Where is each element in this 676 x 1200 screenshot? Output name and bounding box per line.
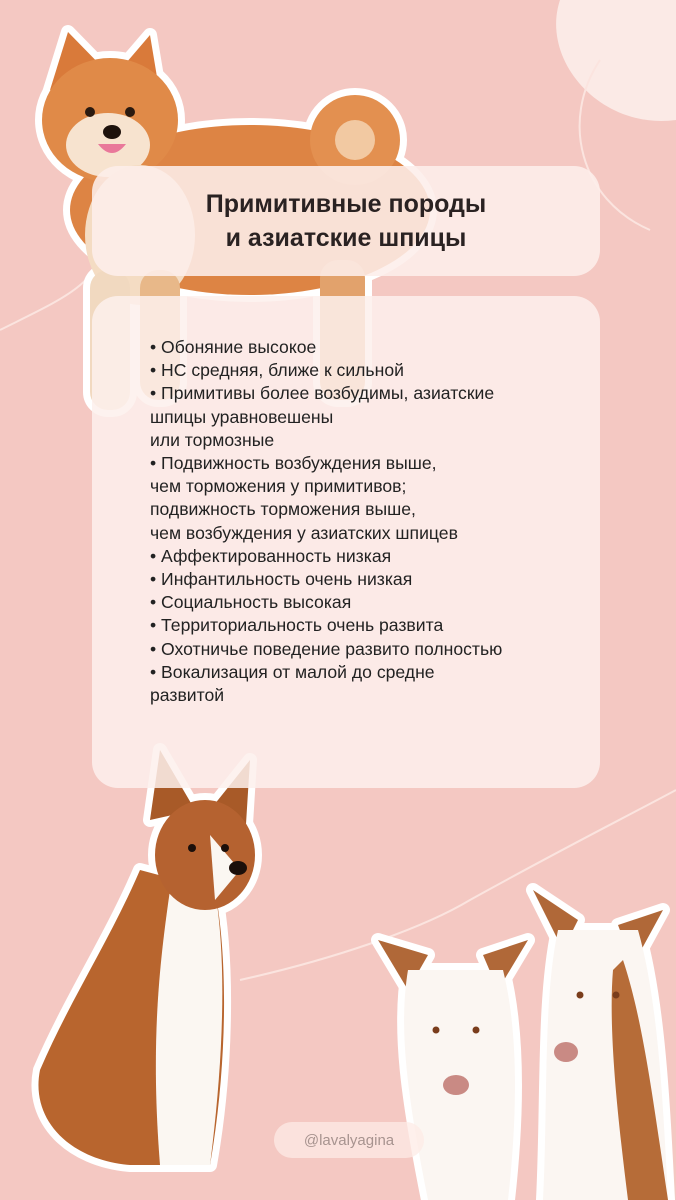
trait-line: • Инфантильность очень низкая bbox=[150, 569, 413, 590]
trait-line: • Вокализация от малой до средне bbox=[150, 661, 435, 682]
trait-line: • Примитивы более возбудимы, азиатские bbox=[150, 383, 495, 404]
trait-item bbox=[150, 661, 580, 707]
trait-item bbox=[150, 614, 580, 637]
trait-item bbox=[150, 452, 580, 545]
trait-line: чем торможения у примитивов; bbox=[150, 476, 407, 497]
trait-line: развитой bbox=[150, 685, 225, 706]
trait-line: шпицы уравновешены bbox=[150, 406, 334, 427]
basenji-image bbox=[10, 740, 280, 1185]
trait-line: • Социальность высокая bbox=[150, 592, 352, 613]
trait-item bbox=[150, 638, 580, 661]
trait-line: • Территориальность очень развита bbox=[150, 615, 444, 636]
title-card bbox=[92, 166, 600, 276]
title-line: и азиатские шпицы bbox=[225, 224, 467, 252]
trait-item bbox=[150, 591, 580, 614]
trait-item bbox=[150, 568, 580, 591]
title-line: Примитивные породы bbox=[205, 190, 487, 218]
page-title bbox=[206, 187, 487, 255]
trait-item bbox=[150, 545, 580, 568]
trait-item bbox=[150, 382, 580, 452]
trait-line: • НС средняя, ближе к сильной bbox=[150, 360, 404, 381]
trait-line: или тормозные bbox=[150, 429, 275, 450]
trait-item bbox=[150, 336, 580, 359]
trait-line: • Подвижность возбуждения выше, bbox=[150, 453, 437, 474]
trait-line: • Обоняние высокое bbox=[150, 337, 317, 357]
traits-card bbox=[92, 296, 600, 788]
trait-item bbox=[150, 359, 580, 382]
trait-line: • Охотничье поведение развито полностью bbox=[150, 638, 503, 659]
author-watermark: @lavalyagina bbox=[274, 1122, 424, 1158]
traits-list bbox=[92, 296, 600, 707]
trait-line: подвижность торможения выше, bbox=[150, 499, 416, 520]
trait-line: чем возбуждения у азиатских шпицев bbox=[150, 522, 458, 543]
trait-line: • Аффектированность низкая bbox=[150, 545, 392, 566]
